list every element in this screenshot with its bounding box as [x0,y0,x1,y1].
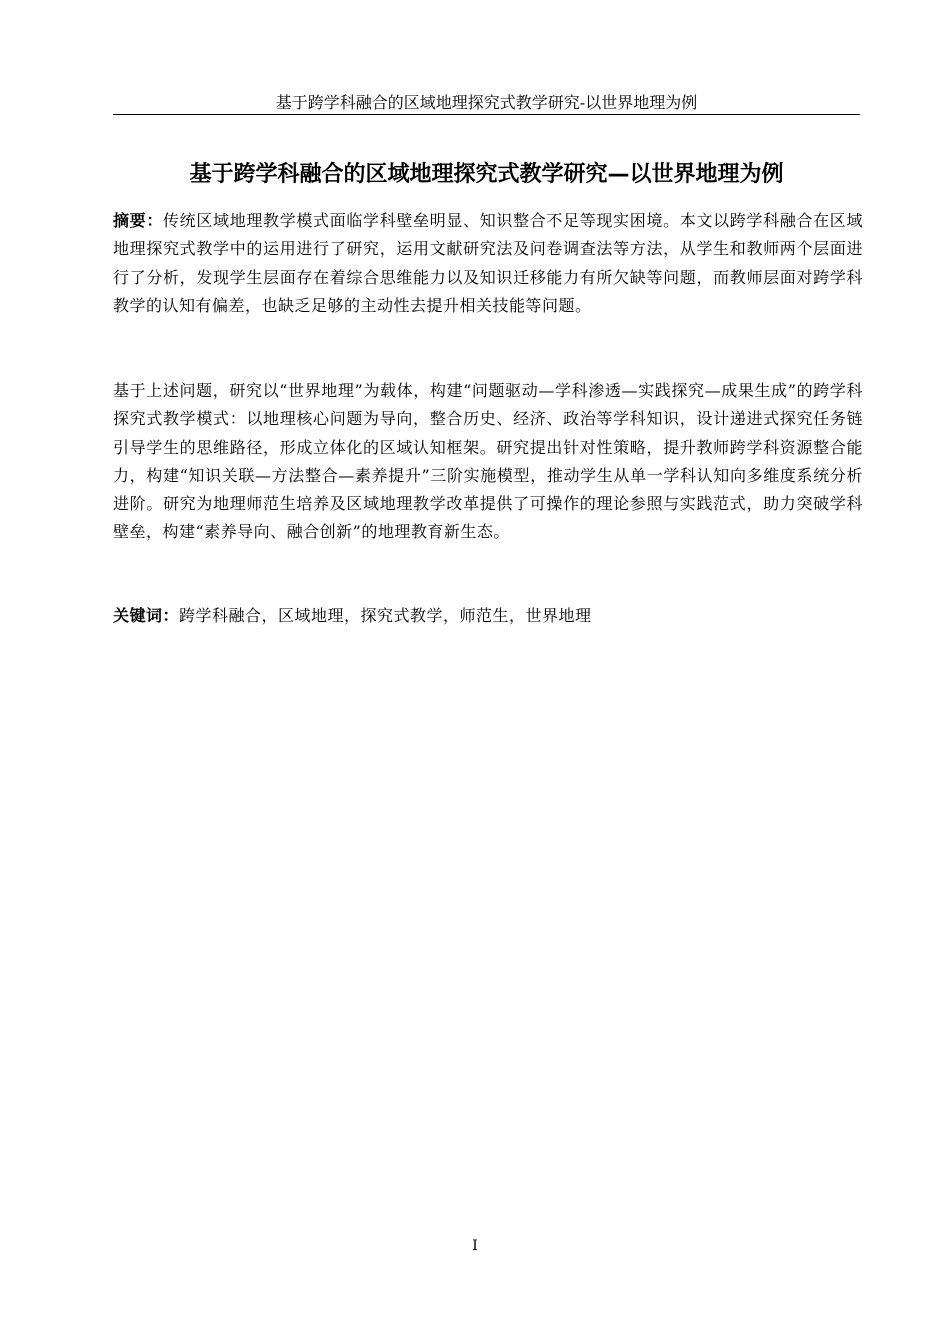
abstract-paragraph-1 [113,207,863,320]
document-title: 基于跨学科融合的区域地理探究式教学研究—以世界地理为例 [189,162,784,187]
page-number: I [472,1238,478,1254]
abstract-paragraph-2: 基于上述问题，研究以“世界地理”为载体，构建“问题驱动—学科渗透—实践探究—成果生成”的跨学科探究式教学模式：以地理核心问题为导向，整合历史、经济、政治等学科知识，设计递进式探究任务链引导学生的思维路径，形成立体化的区域认知框架。研究提出针对性策略，提升教师跨学科资源整合能力，构建“知识关联—方法整合—素养提升”三阶实施模型，推动学生从单一学科认知向多维度系统分析进阶。研究为地理师范生培养及区域地理教学改革提供了可操作的理论参照与实践范式，助力突破学科壁垒，构建“素养导向、融合创新”的地理教育新生态。 [113,381,863,542]
keywords-label: 关键词： [113,606,180,625]
abstract-label: 摘要： [113,211,164,230]
abstract-text-1: 传统区域地理教学模式面临学科壁垒明显、知识整合不足等现实困境。本文以跨学科融合在区域地理探究式教学中的运用进行了研究，运用文献研究法及问卷调查法等方法，从学生和教师两个层面进行了分析，发现学生层面存在着综合思维能力以及知识迁移能力有所欠缺等问题，而教师层面对跨学科教学的认知有偏差，也缺乏足够的主动性去提升相关技能等问题。 [113,211,863,315]
keywords-line [113,602,863,630]
keywords-text: 跨学科融合，区域地理，探究式教学，师范生，世界地理 [179,606,592,625]
header-divider [113,114,860,115]
running-header: 基于跨学科融合的区域地理探究式教学研究-以世界地理为例 [275,93,698,112]
